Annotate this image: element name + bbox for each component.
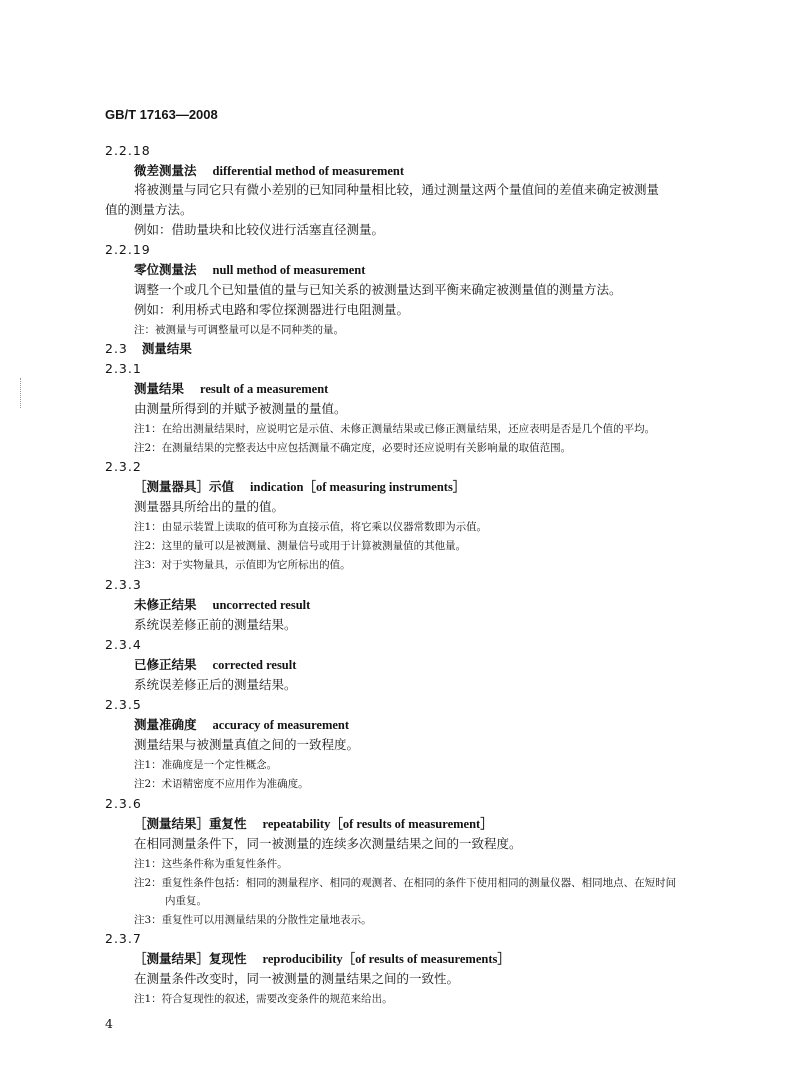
entry-number: 2.3.1 — [105, 361, 142, 376]
term-en: accuracy of measurement — [212, 718, 350, 732]
definition-text: 调整一个或几个已知量值的量与已知关系的被测量达到平衡来确定被测量值的测量方法。 — [134, 282, 622, 297]
margin-mark — [20, 378, 23, 408]
note-text: 注1：准确度是一个定性概念。 — [134, 759, 278, 771]
term-zh: 未修正结果 — [134, 597, 197, 612]
note-text: 注：被测量与可调整量可以是不同种类的量。 — [134, 324, 344, 336]
term-zh: 测量准确度 — [134, 717, 197, 732]
term-heading — [134, 262, 365, 278]
definition-text: 测量结果与被测量真值之间的一致程度。 — [134, 737, 360, 752]
term-en: uncorrected result — [212, 598, 311, 612]
term-zh: ［测量器具］示值 — [134, 479, 235, 494]
entry-number: 2.3.2 — [105, 459, 142, 474]
term-zh: ［测量结果］重复性 — [134, 816, 247, 831]
term-zh: 已修正结果 — [134, 657, 197, 672]
term-heading — [134, 163, 404, 179]
definition-text: 在测量条件改变时，同一被测量的测量结果之间的一致性。 — [134, 971, 460, 986]
page-number: 4 — [105, 1016, 113, 1031]
note-text: 注3：对于实物量具，示值即为它所标出的值。 — [134, 559, 351, 571]
entry-number: 2.3.5 — [105, 697, 142, 712]
term-heading — [134, 381, 328, 397]
term-zh: ［测量结果］复现性 — [134, 951, 247, 966]
term-heading — [134, 816, 493, 832]
note-text: 注1：符合复现性的叙述，需要改变条件的规范来给出。 — [134, 993, 393, 1005]
term-en: null method of measurement — [212, 263, 366, 277]
term-zh: 测量结果 — [134, 381, 185, 396]
entry-number: 2.3.7 — [105, 931, 142, 946]
entry-number: 2.2.18 — [105, 143, 151, 158]
term-en: differential method of measurement — [212, 164, 405, 178]
definition-text: 系统误差修正前的测量结果。 — [134, 617, 297, 632]
term-zh: 微差测量法 — [134, 163, 197, 178]
term-heading — [134, 479, 465, 495]
term-en: reproducibility［of results of measurements］ — [262, 952, 510, 966]
standard-code: GB/T 17163—2008 — [105, 107, 218, 122]
entry-number: 2.3.4 — [105, 637, 142, 652]
note-text: 注2：重复性条件包括：相同的测量程序、相同的观测者、在相同的条件下使用相同的测量仪器、相同地点、在短时间 — [134, 877, 677, 889]
term-heading — [134, 717, 349, 733]
term-en: corrected result — [212, 658, 297, 672]
section-number: 2.3 — [105, 341, 128, 356]
example-text: 例如：利用桥式电路和零位探测器进行电阻测量。 — [134, 302, 410, 317]
definition-text: 系统误差修正后的测量结果。 — [134, 677, 297, 692]
definition-text: 在相同测量条件下，同一被测量的连续多次测量结果之间的一致程度。 — [134, 836, 522, 851]
note-text: 注2：在测量结果的完整表达中应包括测量不确定度，必要时还应说明有关影响量的取值范围。 — [134, 442, 572, 454]
example-text: 例如：借助量块和比较仪进行活塞直径测量。 — [134, 222, 385, 237]
entry-number: 2.2.19 — [105, 242, 151, 257]
definition-text: 由测量所得到的并赋予被测量的量值。 — [134, 401, 347, 416]
definition-text: 测量器具所给出的量的值。 — [134, 499, 285, 514]
note-text: 注2：这里的量可以是被测量、测量信号或用于计算被测量值的其他量。 — [134, 540, 467, 552]
entry-number: 2.3.3 — [105, 577, 142, 592]
section-heading — [105, 341, 192, 357]
entry-number: 2.3.6 — [105, 796, 142, 811]
term-heading — [134, 597, 310, 613]
note-text: 注1：在给出测量结果时，应说明它是示值、未修正测量结果或已修正测量结果，还应表明是否是几个值的平均。 — [134, 423, 656, 435]
term-en: repeatability［of results of measurement］ — [262, 817, 493, 831]
term-zh: 零位测量法 — [134, 262, 197, 277]
term-heading — [134, 951, 510, 967]
term-en: indication［of measuring instruments］ — [250, 480, 466, 494]
note-text: 注3：重复性可以用测量结果的分散性定量地表示。 — [134, 914, 372, 926]
definition-text: 将被测量与同它只有微小差别的已知同种量相比较，通过测量这两个量值间的差值来确定被测量 — [134, 182, 660, 197]
section-title: 测量结果 — [141, 341, 192, 356]
note-text: 注1：由显示装置上读取的值可称为直接示值，将它乘以仪器常数即为示值。 — [134, 521, 488, 533]
definition-text: 值的测量方法。 — [105, 202, 193, 217]
note-text: 内重复。 — [165, 895, 207, 907]
note-text: 注1：这些条件称为重复性条件。 — [134, 858, 288, 870]
note-text: 注2：术语精密度不应用作为准确度。 — [134, 778, 309, 790]
term-heading — [134, 657, 296, 673]
term-en: result of a measurement — [200, 382, 329, 396]
